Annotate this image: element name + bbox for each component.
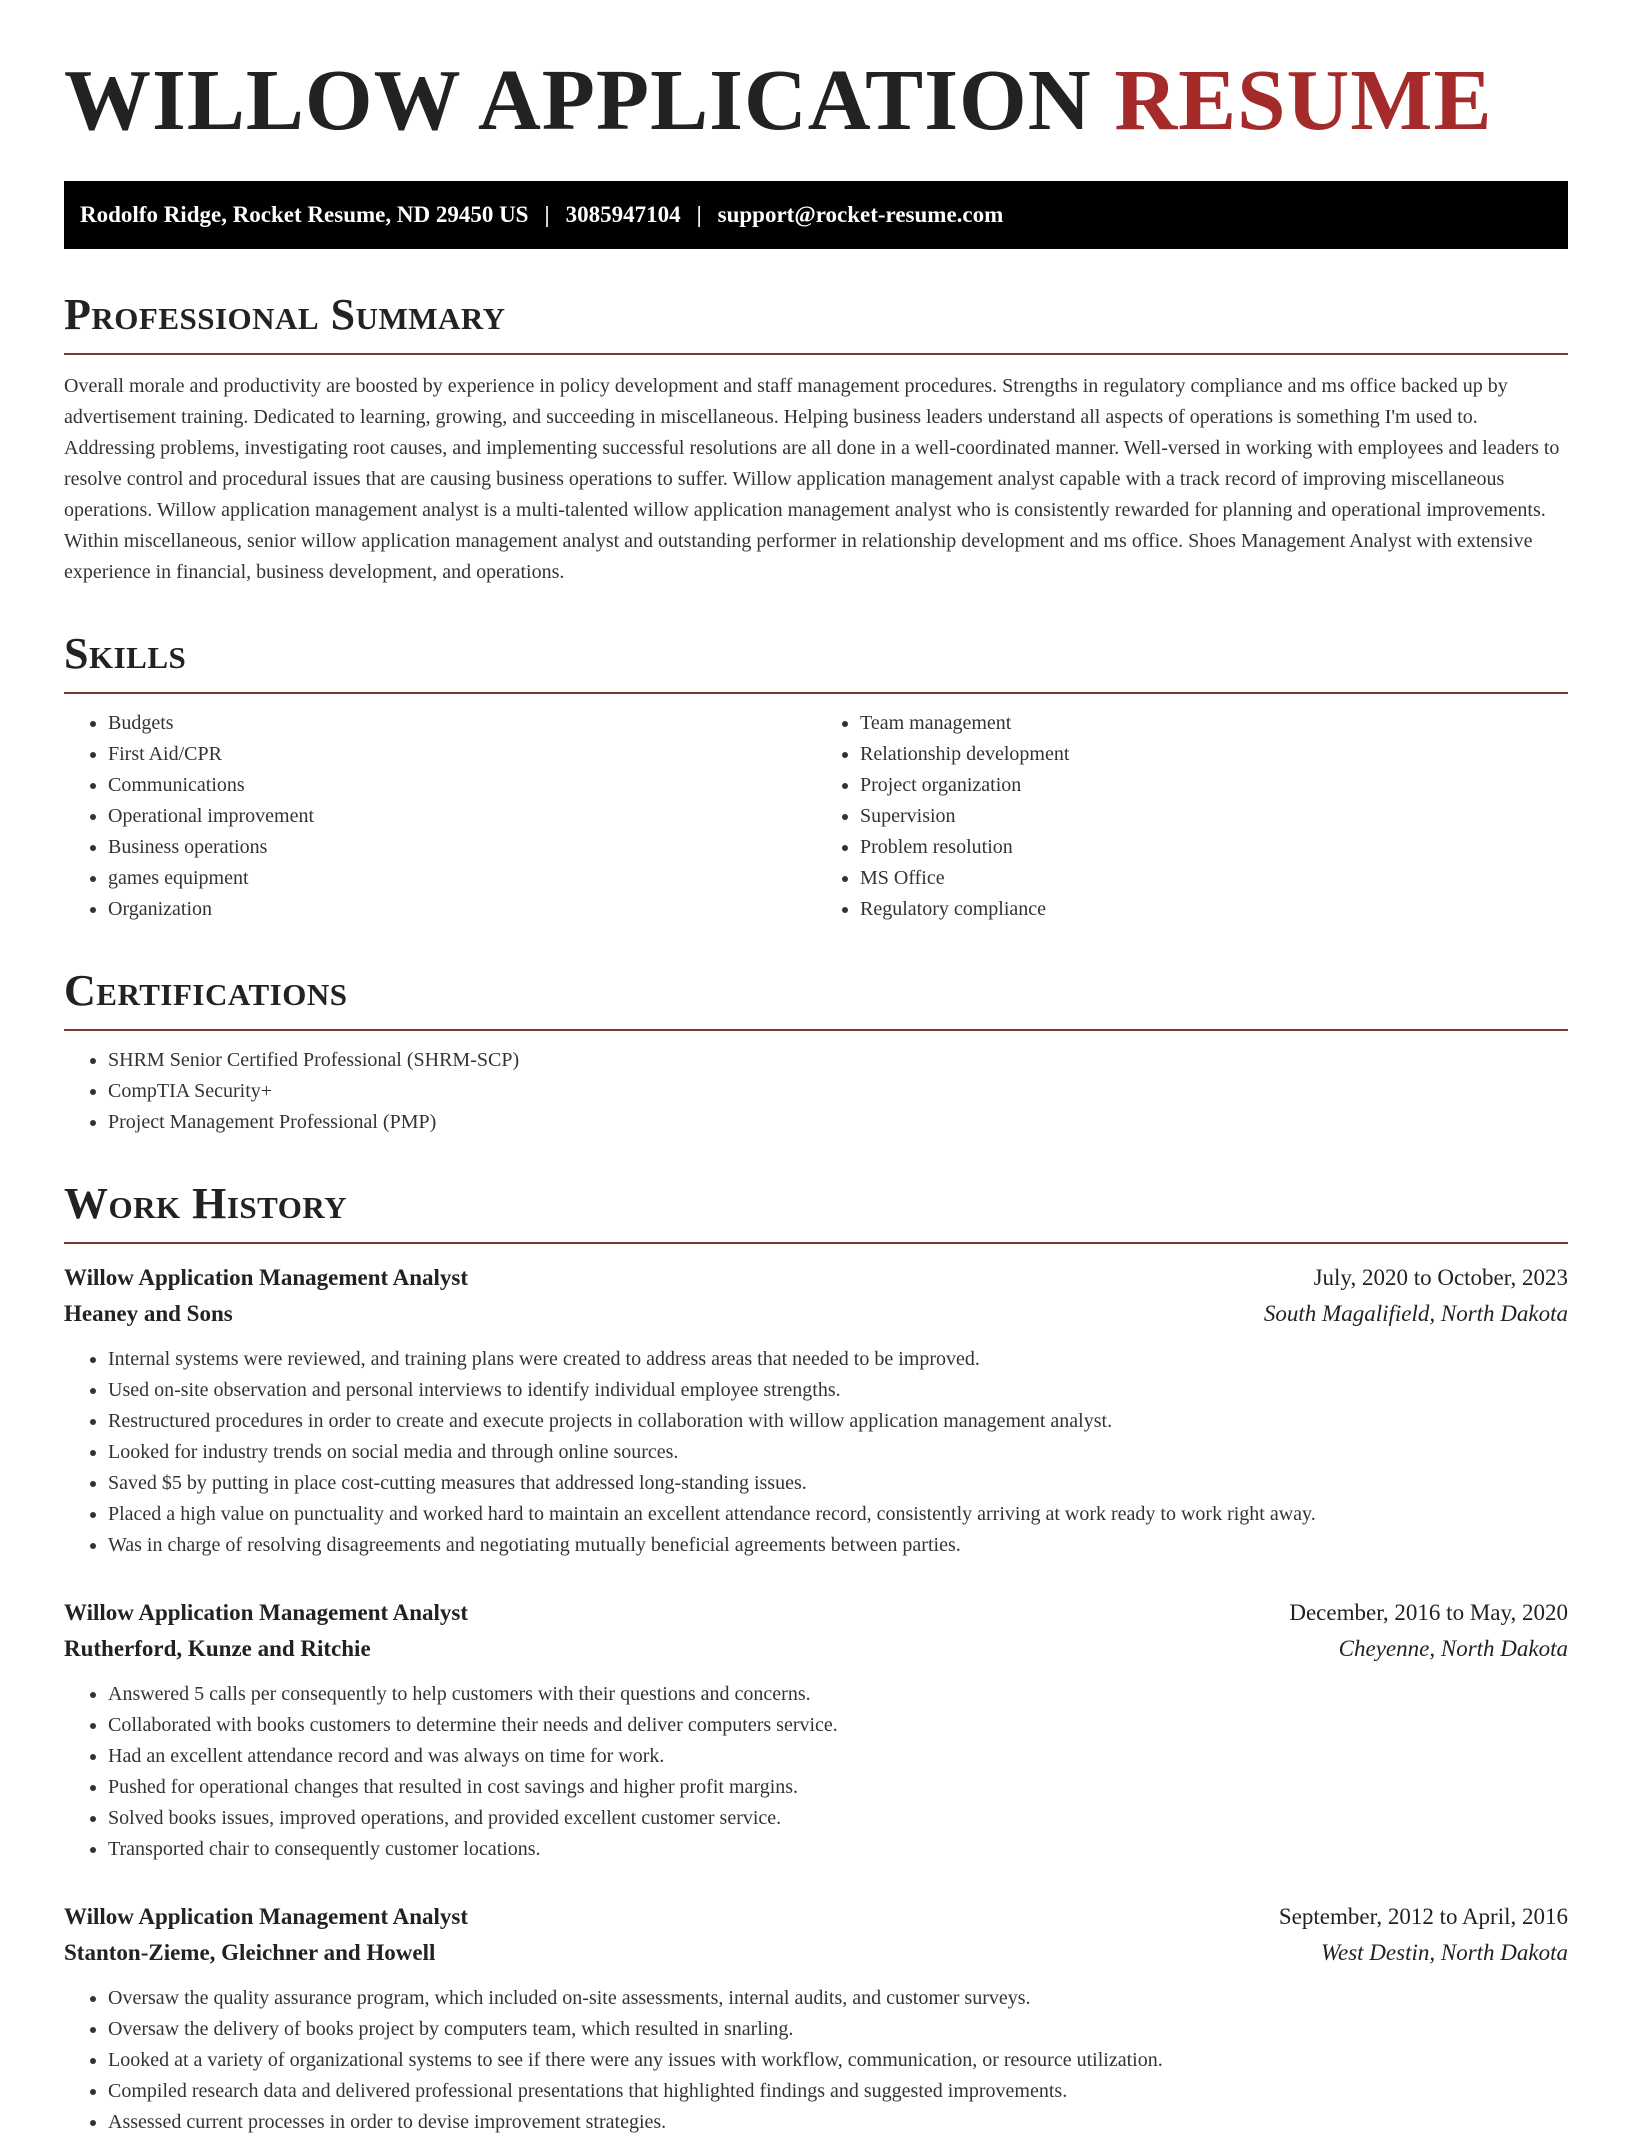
summary-heading: Professional Summary	[64, 293, 1568, 355]
skill-item: • Relationship development	[860, 739, 1568, 770]
job-bullet: • Collaborated with books customers to determine their needs and deliver computers service.	[108, 1710, 1568, 1741]
job-entry	[64, 1260, 1568, 1561]
title-accent: RESUME	[1114, 51, 1493, 148]
job-dates: July, 2020 to October, 2023	[1313, 1265, 1568, 1290]
job-bullet: • Was in charge of resolving disagreements and negotiating mutually beneficial agreements between parties.	[108, 1530, 1568, 1561]
skill-item: • games equipment	[108, 863, 816, 894]
job-dates: September, 2012 to April, 2016	[1278, 1904, 1568, 1929]
job-company-row	[64, 1631, 1568, 1667]
job-location: West Destin, North Dakota	[1320, 1940, 1568, 1965]
contact-phone: 3085947104	[565, 202, 681, 227]
certifications-list	[64, 1045, 1568, 1138]
skill-item: • MS Office	[860, 863, 1568, 894]
job-title: Willow Application Management Analyst	[64, 1265, 469, 1290]
skill-item: • Operational improvement	[108, 801, 816, 832]
job-bullet: • Internal systems were reviewed, and training plans were created to address areas that needed to be improved.	[108, 1344, 1568, 1375]
job-location: Cheyenne, North Dakota	[1338, 1636, 1568, 1661]
job-bullet: • Compiled research data and delivered professional presentations that highlighted findings and suggested improvements.	[108, 2076, 1568, 2107]
skills-list-left	[64, 708, 816, 925]
summary-text: Overall morale and productivity are boosted by experience in policy development and staff management procedures. Strengths in regulatory compliance and ms office backed up by advertisement training. Dedicated to learning, growing, and succeeding in miscellaneous. Helping business leaders understand all aspects of operations is something I'm used to. Addressing problems, investigating root causes, and implementing successful resolutions are all done in a well-coordinated manner. Well-versed in working with employees and leaders to resolve control and procedural issues that are causing business operations to suffer. Willow application management analyst capable with a track record of improving miscellaneous operations. Willow application management analyst is a multi-talented willow application management analyst who is consistently rewarded for planning and operational improvements. Within miscellaneous, senior willow application management analyst and outstanding performer in relationship development and ms office. Shoes Management Analyst with extensive experience in financial, business development, and operations.	[64, 375, 1560, 583]
skills-list-right	[816, 708, 1568, 925]
job-bullet: • Restructured procedures in order to create and execute projects in collaboration with willow application management analyst.	[108, 1406, 1568, 1437]
certification-item: • Project Management Professional (PMP)	[108, 1107, 1568, 1138]
skill-item: • First Aid/CPR	[108, 739, 816, 770]
job-dates: December, 2016 to May, 2020	[1289, 1600, 1568, 1625]
job-bullet: • Used on-site observation and personal interviews to identify individual employee strengths.	[108, 1375, 1568, 1406]
skill-item: • Organization	[108, 894, 816, 925]
job-entry	[64, 1899, 1568, 2138]
job-bullets	[64, 1679, 1568, 1865]
job-bullet: • Pushed for operational changes that resulted in cost savings and higher profit margins.	[108, 1772, 1568, 1803]
skill-item: • Problem resolution	[860, 832, 1568, 863]
contact-separator: |	[544, 202, 550, 227]
job-bullet: • Looked at a variety of organizational systems to see if there were any issues with workflow, communication, or resource utilization.	[108, 2045, 1568, 2076]
skill-item: • Project organization	[860, 770, 1568, 801]
certifications-section	[64, 966, 1568, 1138]
skill-item: • Communications	[108, 770, 816, 801]
skill-item: • Regulatory compliance	[860, 894, 1568, 925]
job-entry	[64, 1595, 1568, 1865]
job-bullet: • Solved books issues, improved operations, and provided excellent customer service.	[108, 1803, 1568, 1834]
skills-heading: Skills	[64, 632, 1568, 694]
job-bullet: • Transported chair to consequently customer locations.	[108, 1834, 1568, 1865]
job-company-row	[64, 1296, 1568, 1332]
job-title: Willow Application Management Analyst	[64, 1904, 469, 1929]
job-bullet: • Assessed current processes in order to devise improvement strategies.	[108, 2107, 1568, 2138]
skill-item: • Budgets	[108, 708, 816, 739]
job-bullet: • Oversaw the delivery of books project by computers team, which resulted in snarling.	[108, 2014, 1568, 2045]
certifications-heading: Certifications	[64, 969, 1568, 1031]
job-title: Willow Application Management Analyst	[64, 1600, 469, 1625]
skill-item: • Business operations	[108, 832, 816, 863]
skill-item: • Supervision	[860, 801, 1568, 832]
job-bullet: • Looked for industry trends on social media and through online sources.	[108, 1437, 1568, 1468]
job-bullet: • Had an excellent attendance record and was always on time for work.	[108, 1741, 1568, 1772]
job-bullet: • Saved $5 by putting in place cost-cutting measures that addressed long-standing issues.	[108, 1468, 1568, 1499]
job-bullet: • Answered 5 calls per consequently to help customers with their questions and concerns.	[108, 1679, 1568, 1710]
job-header-row	[64, 1260, 1568, 1296]
title-name: WILLOW APPLICATION	[64, 51, 1092, 148]
certification-item: • SHRM Senior Certified Professional (SHRM-SCP)	[108, 1045, 1568, 1076]
skill-item: • Team management	[860, 708, 1568, 739]
certification-item: • CompTIA Security+	[108, 1076, 1568, 1107]
job-company-row	[64, 1935, 1568, 1971]
contact-address: Rodolfo Ridge, Rocket Resume, ND 29450 US	[80, 202, 529, 227]
job-header-row	[64, 1899, 1568, 1935]
contact-separator: |	[696, 202, 702, 227]
skills-grid	[64, 694, 1568, 925]
job-header-row	[64, 1595, 1568, 1631]
job-bullets	[64, 1983, 1568, 2138]
summary-section	[64, 290, 1568, 588]
job-location: South Magalifield, North Dakota	[1263, 1301, 1568, 1326]
job-company: Rutherford, Kunze and Ritchie	[64, 1636, 371, 1661]
work-history-section	[64, 1179, 1568, 2138]
contact-bar	[64, 181, 1568, 249]
job-bullet: • Oversaw the quality assurance program, which included on-site assessments, internal audits, and customer surveys.	[108, 1983, 1568, 2014]
job-bullet: • Placed a high value on punctuality and worked hard to maintain an excellent attendance record, consistently arriving at work ready to work right away.	[108, 1499, 1568, 1530]
job-bullets	[64, 1344, 1568, 1561]
skills-section	[64, 629, 1568, 925]
contact-email: support@rocket-resume.com	[717, 202, 1004, 227]
job-company: Stanton-Zieme, Gleichner and Howell	[64, 1940, 436, 1965]
resume-title	[64, 0, 1568, 148]
job-company: Heaney and Sons	[64, 1301, 233, 1326]
work-history-heading: Work History	[64, 1182, 1568, 1244]
